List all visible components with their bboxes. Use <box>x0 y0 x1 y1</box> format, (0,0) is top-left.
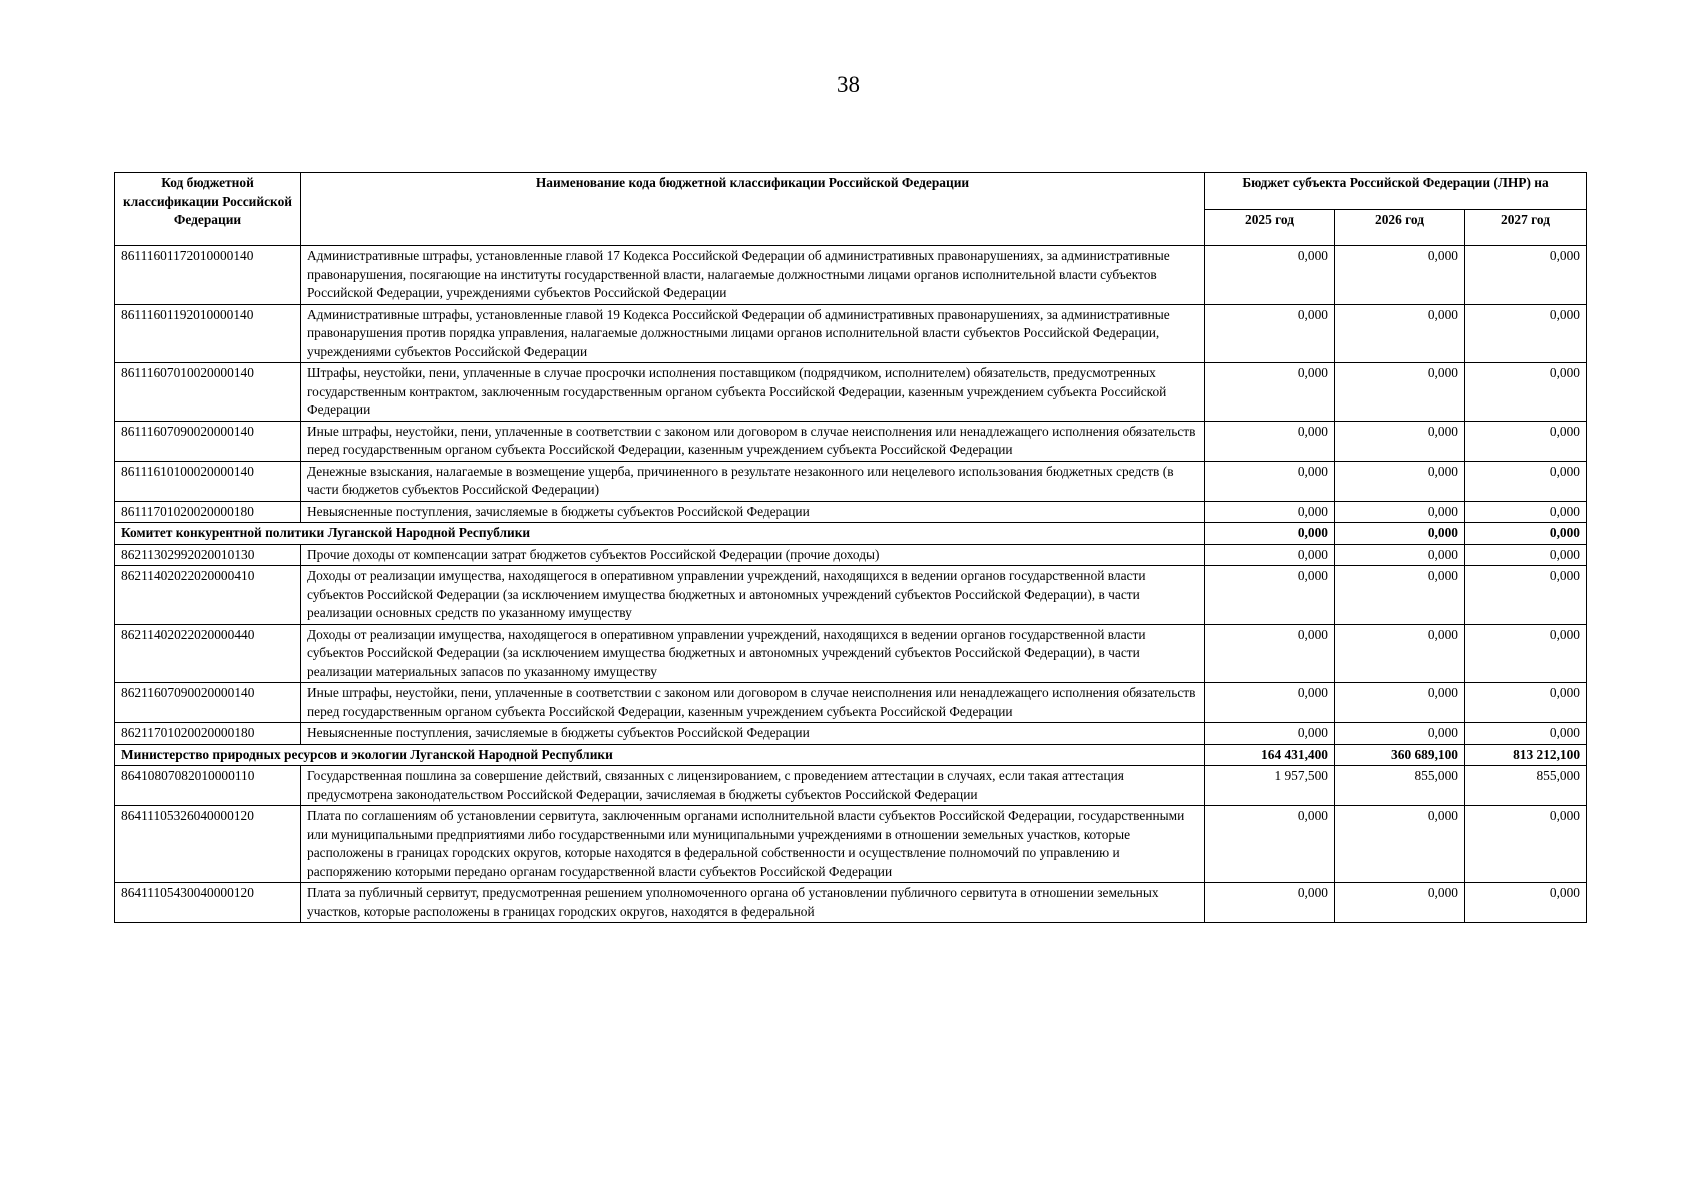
amount-2026: 0,000 <box>1335 624 1465 683</box>
header-year-2025: 2025 год <box>1205 210 1335 246</box>
budget-table <box>114 172 1587 923</box>
table-body <box>115 246 1587 923</box>
budget-code: 86411105326040000120 <box>115 806 301 883</box>
amount-2025: 0,000 <box>1205 806 1335 883</box>
budget-code: 86111701020020000180 <box>115 501 301 523</box>
amount-2026: 0,000 <box>1335 421 1465 461</box>
table-row <box>115 461 1587 501</box>
header-code: Код бюджетной классификации Российской Федерации <box>115 173 301 246</box>
page-number: 38 <box>837 72 860 97</box>
table-row <box>115 566 1587 625</box>
amount-2025: 0,000 <box>1205 304 1335 363</box>
table-row <box>115 723 1587 745</box>
amount-2026: 0,000 <box>1335 246 1465 305</box>
amount-2027: 0,000 <box>1465 501 1587 523</box>
header-year-2027: 2027 год <box>1465 210 1587 246</box>
table-row <box>115 624 1587 683</box>
budget-code: 86111610100020000140 <box>115 461 301 501</box>
budget-code: 86111607010020000140 <box>115 363 301 422</box>
budget-code-name: Невыясненные поступления, зачисляемые в бюджеты субъектов Российской Федерации <box>301 501 1205 523</box>
amount-2025: 0,000 <box>1205 544 1335 566</box>
budget-code-name: Невыясненные поступления, зачисляемые в бюджеты субъектов Российской Федерации <box>301 723 1205 745</box>
budget-code-name: Иные штрафы, неустойки, пени, уплаченные в соответствии с законом или договором в случае неисполнения или ненадлежащего исполнения обязательств перед государственным органом субъекта Российской Федерации, казенным учреждением субъекта Российской Федерации <box>301 683 1205 723</box>
budget-code: 86111607090020000140 <box>115 421 301 461</box>
amount-2025: 0,000 <box>1205 683 1335 723</box>
amount-2027: 855,000 <box>1465 766 1587 806</box>
amount-2026: 855,000 <box>1335 766 1465 806</box>
amount-2026: 0,000 <box>1335 566 1465 625</box>
table-row <box>115 766 1587 806</box>
amount-2025: 0,000 <box>1205 421 1335 461</box>
budget-code-name: Денежные взыскания, налагаемые в возмещение ущерба, причиненного в результате незаконного или нецелевого использования бюджетных средств (в части бюджетов субъектов Российской Федерации) <box>301 461 1205 501</box>
amount-2026: 0,000 <box>1335 806 1465 883</box>
budget-code-name: Иные штрафы, неустойки, пени, уплаченные в соответствии с законом или договором в случае неисполнения или ненадлежащего исполнения обязательств перед государственным органом субъекта Российской Федерации, казенным учреждением субъекта Российской Федерации <box>301 421 1205 461</box>
amount-2025: 0,000 <box>1205 246 1335 305</box>
budget-code: 86211607090020000140 <box>115 683 301 723</box>
budget-code-name: Плата за публичный сервитут, предусмотренная решением уполномоченного органа об установлении публичного сервитута в отношении земельных участков, которые расположены в границах городских округов, находятся в федеральной <box>301 883 1205 923</box>
table-row <box>115 544 1587 566</box>
table-row <box>115 806 1587 883</box>
header-budget: Бюджет субъекта Российской Федерации (ЛНР) на <box>1205 173 1587 210</box>
section-row <box>115 523 1587 545</box>
amount-2027: 0,000 <box>1465 566 1587 625</box>
section-row <box>115 744 1587 766</box>
amount-2026: 0,000 <box>1335 363 1465 422</box>
budget-code-name: Прочие доходы от компенсации затрат бюджетов субъектов Российской Федерации (прочие доходы) <box>301 544 1205 566</box>
amount-2026: 0,000 <box>1335 683 1465 723</box>
amount-2026: 0,000 <box>1335 723 1465 745</box>
amount-2027: 0,000 <box>1465 624 1587 683</box>
amount-2027: 0,000 <box>1465 461 1587 501</box>
amount-2027: 0,000 <box>1465 246 1587 305</box>
amount-2025: 0,000 <box>1205 461 1335 501</box>
amount-2026: 0,000 <box>1335 883 1465 923</box>
amount-2025: 1 957,500 <box>1205 766 1335 806</box>
table-row <box>115 246 1587 305</box>
table-row <box>115 683 1587 723</box>
budget-code: 86111601172010000140 <box>115 246 301 305</box>
section-name: Министерство природных ресурсов и экологии Луганской Народной Республики <box>115 744 1205 766</box>
amount-2027: 0,000 <box>1465 523 1587 545</box>
amount-2025: 0,000 <box>1205 566 1335 625</box>
budget-code: 86211701020020000180 <box>115 723 301 745</box>
amount-2026: 360 689,100 <box>1335 744 1465 766</box>
amount-2026: 0,000 <box>1335 501 1465 523</box>
budget-code-name: Административные штрафы, установленные главой 17 Кодекса Российской Федерации об административных правонарушениях, за административные правонарушения, посягающие на институты государственной власти, налагаемые должностными лицами органов исполнительной власти субъектов Российской Федерации, учреждениями субъектов Российской Федерации <box>301 246 1205 305</box>
amount-2026: 0,000 <box>1335 523 1465 545</box>
amount-2026: 0,000 <box>1335 304 1465 363</box>
budget-code-name: Плата по соглашениям об установлении сервитута, заключенным органами исполнительной власти субъектов Российской Федерации, государственными или муниципальными предприятиями либо государственными или муниципальными учреждениями в отношении земельных участков, которые расположены в границах городских округов, которые находятся в федеральной собственности и осуществление полномочий по управлению и распоряжению которыми передано органам государственной власти субъектов Российской Федерации <box>301 806 1205 883</box>
table-row <box>115 304 1587 363</box>
amount-2025: 0,000 <box>1205 624 1335 683</box>
table-row <box>115 501 1587 523</box>
header-year-2026: 2026 год <box>1335 210 1465 246</box>
section-name: Комитет конкурентной политики Луганской Народной Республики <box>115 523 1205 545</box>
amount-2027: 0,000 <box>1465 421 1587 461</box>
budget-code: 86111601192010000140 <box>115 304 301 363</box>
amount-2027: 0,000 <box>1465 883 1587 923</box>
amount-2026: 0,000 <box>1335 544 1465 566</box>
amount-2025: 0,000 <box>1205 363 1335 422</box>
header-name: Наименование кода бюджетной классификации Российской Федерации <box>301 173 1205 246</box>
budget-code-name: Доходы от реализации имущества, находящегося в оперативном управлении учреждений, находящихся в ведении органов государственной власти субъектов Российской Федерации (за исключением имущества бюджетных и автономных учреждений субъектов Российской Федерации), в части реализации материальных запасов по указанному имуществу <box>301 624 1205 683</box>
amount-2025: 0,000 <box>1205 883 1335 923</box>
amount-2025: 0,000 <box>1205 523 1335 545</box>
budget-code-name: Государственная пошлина за совершение действий, связанных с лицензированием, с проведением аттестации в случаях, если такая аттестация предусмотрена законодательством Российской Федерации, зачисляемая в бюджеты субъектов Российской Федерации <box>301 766 1205 806</box>
table-row <box>115 421 1587 461</box>
budget-code-name: Штрафы, неустойки, пени, уплаченные в случае просрочки исполнения поставщиком (подрядчиком, исполнителем) обязательств, предусмотренных государственным контрактом, заключенным государственным органом субъекта Российской Федерации, казенным учреждением субъекта Российской Федерации <box>301 363 1205 422</box>
amount-2027: 0,000 <box>1465 806 1587 883</box>
budget-code: 86211302992020010130 <box>115 544 301 566</box>
amount-2026: 0,000 <box>1335 461 1465 501</box>
budget-code: 86410807082010000110 <box>115 766 301 806</box>
amount-2027: 813 212,100 <box>1465 744 1587 766</box>
budget-code-name: Доходы от реализации имущества, находящегося в оперативном управлении учреждений, находящихся в ведении органов государственной власти субъектов Российской Федерации (за исключением имущества бюджетных и автономных учреждений субъектов Российской Федерации), в части реализации основных средств по указанному имуществу <box>301 566 1205 625</box>
table-row <box>115 363 1587 422</box>
amount-2027: 0,000 <box>1465 304 1587 363</box>
budget-code: 86411105430040000120 <box>115 883 301 923</box>
amount-2025: 0,000 <box>1205 723 1335 745</box>
table-row <box>115 883 1587 923</box>
budget-code-name: Административные штрафы, установленные главой 19 Кодекса Российской Федерации об административных правонарушениях, за административные правонарушения против порядка управления, налагаемые должностными лицами органов исполнительной власти субъектов Российской Федерации, учреждениями субъектов Российской Федерации <box>301 304 1205 363</box>
amount-2025: 164 431,400 <box>1205 744 1335 766</box>
amount-2027: 0,000 <box>1465 363 1587 422</box>
amount-2025: 0,000 <box>1205 501 1335 523</box>
amount-2027: 0,000 <box>1465 683 1587 723</box>
budget-code: 86211402022020000410 <box>115 566 301 625</box>
amount-2027: 0,000 <box>1465 544 1587 566</box>
amount-2027: 0,000 <box>1465 723 1587 745</box>
budget-code: 86211402022020000440 <box>115 624 301 683</box>
